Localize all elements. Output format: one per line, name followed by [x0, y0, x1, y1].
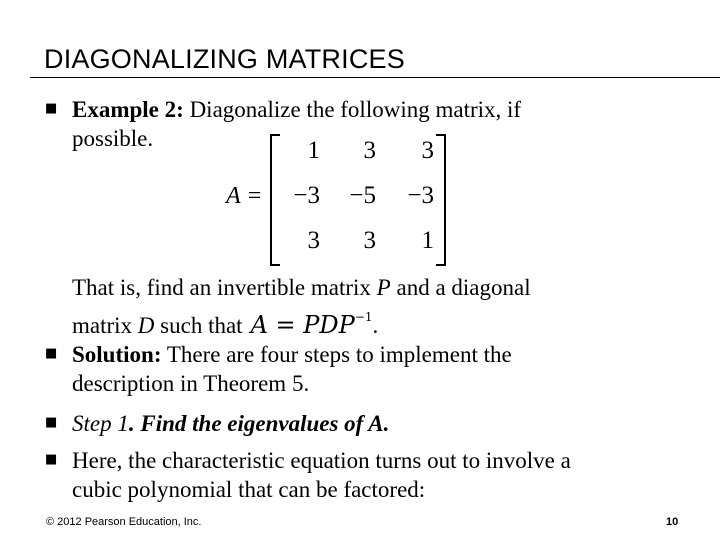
formula-main: A = PDP — [250, 311, 355, 339]
example-line-2: possible. — [72, 126, 154, 151]
matrix-right-bracket — [436, 134, 446, 266]
solution-line-1 — [72, 341, 512, 369]
page-number: 10 — [666, 516, 679, 528]
that-is-prefix: That is, find an invertible matrix — [72, 275, 377, 300]
matrix-lhs: A = — [226, 183, 263, 209]
bullet-square-icon: ■ — [45, 346, 58, 361]
solution-line-2: description in Theorem 5. — [72, 371, 310, 396]
that-is-line2-prefix: matrix — [72, 313, 138, 338]
example-line-1 — [72, 96, 521, 124]
that-is-line-2 — [72, 303, 378, 340]
matrix-cell: 1 — [421, 227, 434, 254]
example-text-1: Diagonalize the following matrix, if — [183, 97, 522, 122]
step1-label: Step 1 — [72, 411, 129, 436]
that-is-suffix: and a diagonal — [390, 275, 531, 300]
step1-line — [72, 410, 389, 438]
that-is-period: . — [372, 313, 379, 338]
that-is-line2-mid: such that — [154, 313, 243, 338]
var-p: P — [376, 275, 391, 300]
here-line-1: Here, the characteristic equation turns out to involve a — [72, 448, 571, 473]
example-label: Example 2: — [72, 97, 184, 122]
here-line-2: cubic polynomial that can be factored: — [72, 477, 426, 502]
matrix-cell: 3 — [363, 227, 376, 254]
bullet-square-icon: ■ — [45, 415, 58, 430]
bullet-square-icon: ■ — [45, 101, 58, 116]
matrix-cell: 3 — [307, 227, 320, 254]
matrix-cell: −3 — [293, 182, 320, 209]
formula-exponent: −1 — [354, 310, 373, 324]
diagonalization-formula — [251, 303, 373, 339]
matrix-cell: 3 — [421, 137, 434, 164]
title-divider — [30, 77, 720, 78]
copyright-footer: © 2012 Pearson Education, Inc. — [46, 516, 202, 528]
that-is-line-1 — [72, 274, 531, 302]
var-d: D — [137, 313, 155, 338]
matrix-cell: −3 — [407, 182, 434, 209]
matrix-cell: −5 — [349, 182, 376, 209]
matrix-cell: 1 — [307, 137, 320, 164]
slide-title: DIAGONALIZING MATRICES — [44, 44, 405, 74]
solution-text-1: There are four steps to implement the — [161, 342, 512, 367]
matrix-cell: 3 — [363, 137, 376, 164]
solution-label: Solution: — [72, 342, 162, 367]
step1-text: . Find the eigenvalues of A. — [128, 411, 390, 436]
matrix-left-bracket — [270, 134, 280, 266]
matrix-a — [222, 130, 452, 265]
bullet-square-icon: ■ — [45, 452, 58, 467]
